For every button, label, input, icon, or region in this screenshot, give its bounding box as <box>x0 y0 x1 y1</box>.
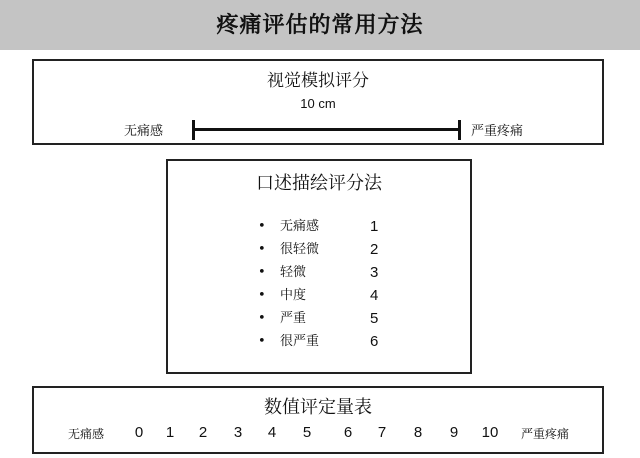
vas-length-label: 10 cm <box>300 96 336 111</box>
header-banner <box>0 0 640 50</box>
vrs-item-label: 轻微 <box>280 265 307 280</box>
list-item <box>258 238 388 261</box>
vrs-item-score: 3 <box>370 264 379 281</box>
nrs-number: 4 <box>267 424 277 441</box>
vas-scale-line <box>194 128 460 131</box>
list-item <box>258 215 388 238</box>
nrs-number: 9 <box>449 424 459 441</box>
vrs-title: 口述描绘评分法 <box>256 173 382 194</box>
nrs-number: 7 <box>377 424 387 441</box>
vrs-item-score: 2 <box>370 241 379 258</box>
nrs-right-label: 严重疼痛 <box>521 427 570 441</box>
nrs-number: 10 <box>481 424 499 441</box>
bullet-icon: • <box>258 311 266 326</box>
nrs-title: 数值评定量表 <box>264 397 372 418</box>
list-item <box>258 284 388 307</box>
vrs-item-label: 很轻微 <box>280 242 320 257</box>
nrs-number: 6 <box>343 424 353 441</box>
list-item <box>258 261 388 284</box>
nrs-number: 8 <box>413 424 423 441</box>
numeric-rating-scale-panel <box>32 386 604 454</box>
vas-left-label: 无痛感 <box>124 124 164 139</box>
nrs-number: 5 <box>302 424 312 441</box>
vas-title: 视觉模拟评分 <box>267 71 369 91</box>
bullet-icon: • <box>258 242 266 257</box>
vrs-item-label: 很严重 <box>280 334 320 349</box>
visual-analog-scale-panel <box>32 59 604 145</box>
bullet-icon: • <box>258 265 266 280</box>
nrs-scale-row <box>34 424 602 444</box>
vrs-item-label: 严重 <box>280 311 307 326</box>
list-item <box>258 330 388 353</box>
vrs-item-score: 5 <box>370 310 379 327</box>
bullet-icon: • <box>258 334 266 349</box>
verbal-rating-scale-panel <box>166 159 472 374</box>
vrs-item-score: 1 <box>370 218 379 235</box>
vrs-item-score: 4 <box>370 287 379 304</box>
nrs-number: 2 <box>198 424 208 441</box>
vrs-item-score: 6 <box>370 333 379 350</box>
vas-right-label: 严重疼痛 <box>471 124 524 139</box>
nrs-number: 1 <box>165 424 175 441</box>
bullet-icon: • <box>258 219 266 234</box>
vas-right-tick <box>458 120 461 140</box>
nrs-number: 3 <box>233 424 243 441</box>
vrs-list <box>258 215 388 353</box>
vrs-item-label: 中度 <box>280 288 307 303</box>
list-item <box>258 307 388 330</box>
vrs-item-label: 无痛感 <box>280 219 320 234</box>
page-title: 疼痛评估的常用方法 <box>216 12 424 38</box>
nrs-number: 0 <box>134 424 144 441</box>
bullet-icon: • <box>258 288 266 303</box>
nrs-left-label: 无痛感 <box>68 427 105 441</box>
